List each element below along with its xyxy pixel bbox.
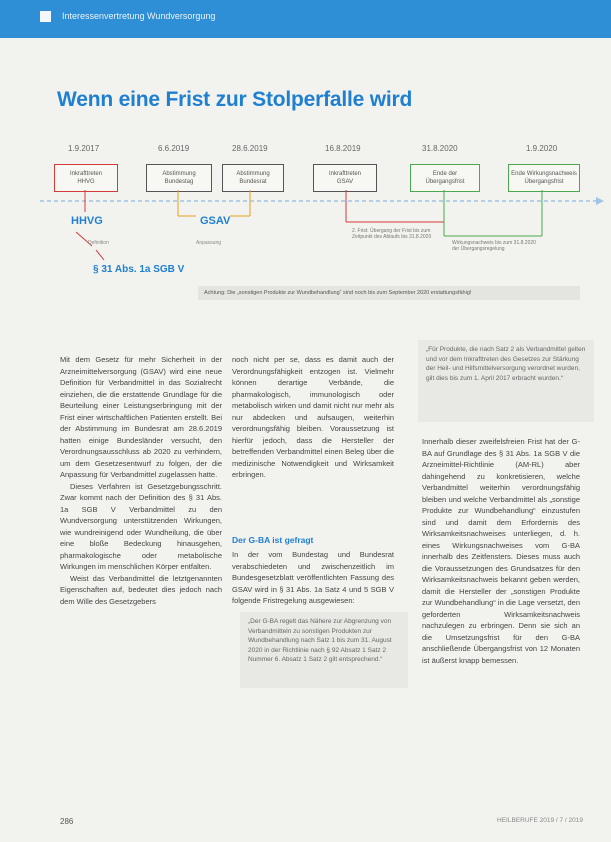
body-column-2 [232,354,394,481]
rubric-label: Interessenvertretung Wundversorgung [62,11,216,21]
box-line: Ende der [432,171,458,177]
body-column-1 [60,354,222,607]
square-icon [40,11,51,22]
box-line: Übergangsfrist [425,179,465,185]
body-column-3 [422,436,580,666]
connector-line [96,250,104,260]
box-line: Bundestag [164,179,194,185]
box-line: HHVG [77,179,95,185]
timeline-diagram [0,140,611,300]
timeline-date: 28.6.2019 [232,144,268,153]
timeline-date: 6.6.2019 [158,144,190,153]
box-line: Bundesrat [239,179,267,185]
page-title: Wenn eine Frist zur Stolperfalle wird [57,88,413,111]
box-line: Abstimmung [162,171,196,177]
gsav-label: GSAV [200,215,231,227]
quote-box: „Für Produkte, die nach Satz 2 als Verbandmittel gelten und vor dem Inkrafttreten des Gesetzes zur Stärkung der Heil- und Hilfsmittelversorgung verordnet wurden, gilt dies bis zum 1. April 2017 erbracht wurden.“ [418,340,594,422]
second-deadline-note: Wirkungsnachweis bis zum 31.8.2020 der Übergangsregelung [452,240,536,252]
definition-note: Definition [88,240,109,246]
header-bar [0,0,611,38]
timeline-date: 31.8.2020 [422,144,458,153]
paragraph: Weist das Verbandmittel die letztgenannten Eigenschaften auf, bedeutet dies jedoch nach dem Wille des Gesetzgebers [60,573,222,606]
section-heading: Der G-BA ist gefragt [232,535,314,545]
footer-source: HEILBERUFE 2019 / 7 / 2019 [497,817,583,824]
paragraph: Mit dem Gesetz für mehr Sicherheit in der Arzneimittelversorgung (GSAV) wird eine neue Definition für Verbandmittel in das Sozialrecht einziehen, die die erstattende Grundlage für die Beurteilung einer Leistungserbringung mit der Frist einer wirtschaftlichen Patienten erstellt. Bei der Abstimmung im Bundesrat am 28.6.2019 hatten einige Bundesländer versucht, den Verordnungsausschluss ab 2020 zu verhindern, um dem Gesetzesentwurf zu folgen, der die Anpassung für Verbandmittel zugelassen hatte. [60,355,222,479]
body-column-2-continued [232,549,394,607]
paragraph: In der vom Bundestag und Bundesrat verabschiedeten und zwischenzeitlich im Bundesgesetzblatt veröffentlichten Fassung des GSAV wird in § 31 Abs. 1a Satz 4 und 5 SGB V folgende Fristregelung ausgewiesen: [232,550,394,605]
box-line: GSAV [336,179,354,185]
timeline-arrowhead [596,197,604,205]
paragraph: noch nicht per se, dass es damit auch der Verordnungsfähigkeit entzogen ist. Vielmehr können derartige Verbände, die pharmakologisch, immunologisch oder metabolisch wirken und damit nicht nur mehr als nur abdecken und aufsaugen, weiterhin verordnungsfähig bleiben. Voraussetzung ist hierfür jedoch, dass die Hersteller der betreffenden Verbandmittel einen Beleg über die medizinische Notwendigkeit und Wirksamkeit erbringen. [232,355,394,479]
box-line: Abstimmung [236,171,270,177]
sgb-label: § 31 Abs. 1a SGB V [93,264,185,275]
timeline-date: 1.9.2017 [68,144,100,153]
adjustment-note: Anpassung [196,240,222,246]
first-deadline-note: 2. Frist: Übergang der Frist bis zum Zeitpunkt des Ablaufs bis 31.8.2020 [352,228,432,240]
box-line: Ende Wirkungsnachweis [511,171,577,177]
box-line: Übergangsfrist [524,179,564,185]
paragraph: Innerhalb dieser zweifelsfreien Frist hat der G-BA auf Grundlage des § 31 Abs. 1a SGB V die Arzneimittel-Richtlinie (AM-RL) aber dahingehend zu konkretisieren, welche Verbandmittel weiterhin verordnungsfähig bleiben und welche Verbandmittel als „sonstige Produkte zur Wundbehandlung“ einzustufen sind und damit dem Erfordernis des Wirksamkeitsnachweises unterliegen, d. h. eines Wirkungsnachweises vom G-BA innerhalb des Zeitfensters. Dieses muss auch die Voraussetzungen des Grundsatzes für den Wirksamkeitsnachweis bekannt geben werden, damit die Hersteller der „sonstigen Produkte zur Wundbehandlung“ in die Lage versetzt, den geforderten Wirksamkeitsnachweis nachzulegen zu erbringen. Denn sie sich an die Umsetzungsfrist für den G-BA anschließende Übergangsfrist von 12 Monaten ist äußerst knapp bemessen. [422,437,580,665]
timeline-date: 16.8.2019 [325,144,361,153]
quote-box: „Der G-BA regelt das Nähere zur Abgrenzung von Verbandmitteln zu sonstigen Produkten zur Wundbehandlung nach Satz 1 bis zum 31. August 2020 in der Richtlinie nach § 92 Absatz 1 Satz 2 Nummer 6. Absatz 1 Satz 2 gilt entsprechend.“ [240,612,408,688]
timeline-date: 1.9.2020 [526,144,558,153]
page-number: 286 [60,817,74,826]
box-line: Inkrafttreten [69,171,102,177]
figure-caption: Achtung: Die „sonstigen Produkte zur Wundbehandlung“ sind noch bis zum September 2020 erstattungsfähig! [198,286,580,300]
paragraph: Dieses Verfahren ist Gesetzgebungsschritt. Zwar kommt nach der Definition des § 31 Abs. 1a SGB V Verbandmittel zu den Wundversorgung unterstützenden Wirkungen, wie wundreinigend oder Wundheilung, die über eine bloße Bedeckung hinausgehen, pharmakologische oder metabolische Wirkungen im menschlichen Körper entfalten. [60,481,222,571]
hhvg-label: HHVG [71,215,103,227]
box-line: Inkrafttreten [328,171,361,177]
